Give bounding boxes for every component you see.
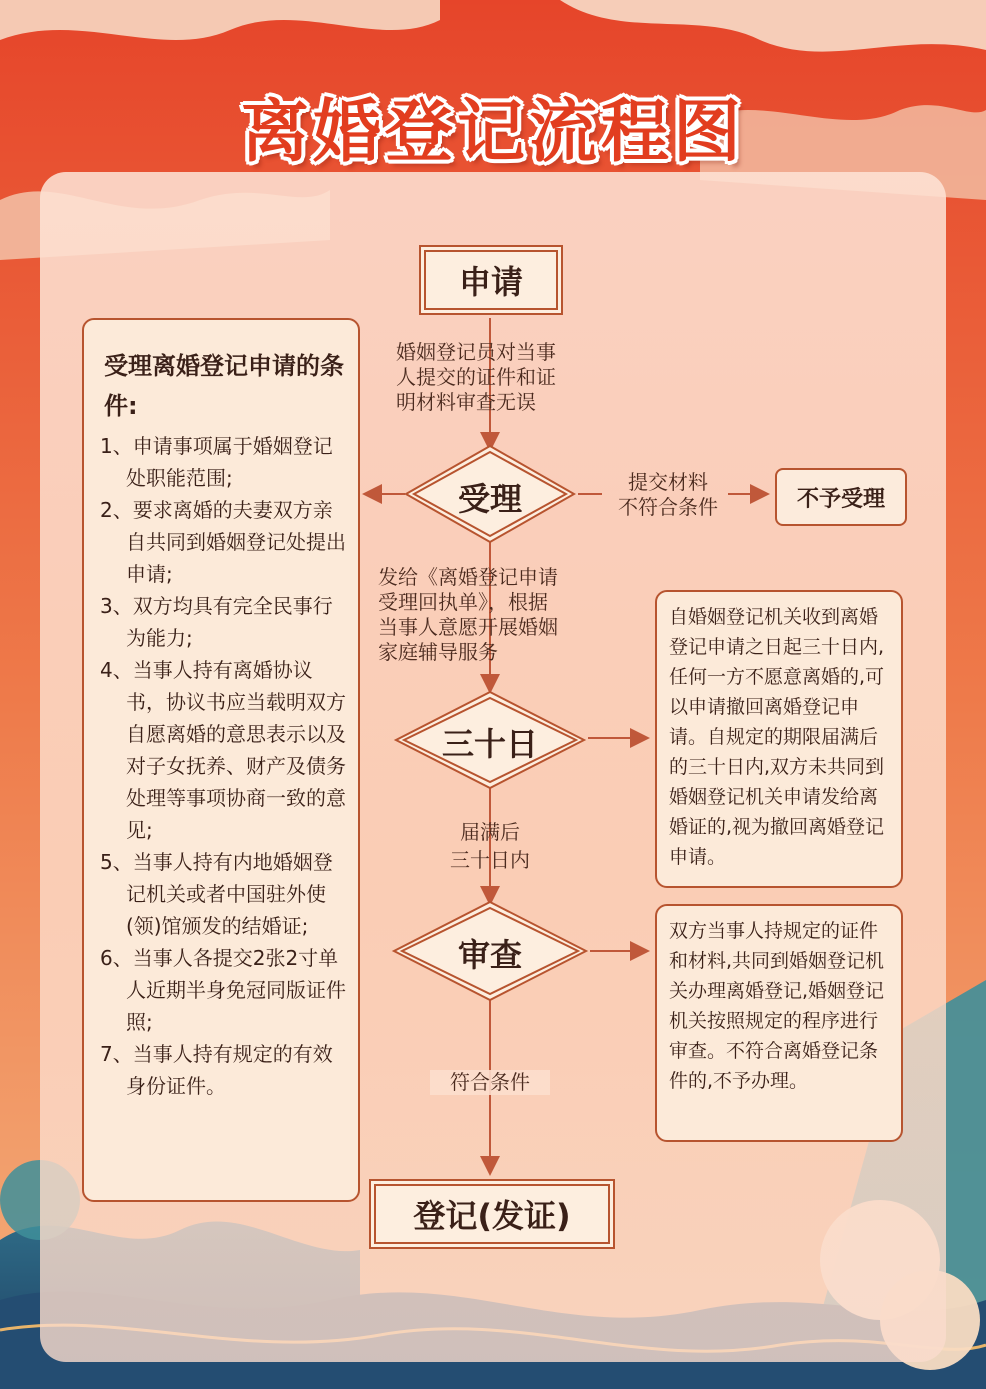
- note-line: 受理回执单》，根据: [378, 590, 548, 614]
- note-line: 婚姻登记员对当事: [396, 340, 556, 364]
- note-line: 不符合条件: [618, 495, 718, 519]
- condition-item: 2、要求离婚的夫妻双方亲自共同到婚姻登记处提出申请;: [100, 498, 346, 586]
- note-accept-reject: [606, 470, 730, 520]
- note-apply-accept: [396, 340, 596, 415]
- note-line: 当事人意愿开展婚姻: [378, 615, 558, 639]
- conditions-box: [82, 318, 360, 1202]
- note-line: 发给《离婚登记申请: [378, 565, 558, 589]
- note-line: 符合条件: [450, 1070, 530, 1094]
- condition-item: 7、当事人持有规定的有效身份证件。: [100, 1042, 333, 1098]
- step-thirty-label: 三十日: [441, 725, 538, 763]
- condition-item: 1、申请事项属于婚姻登记处职能范围;: [100, 434, 333, 490]
- note-line: 提交材料: [628, 470, 708, 494]
- note-line: 人提交的证件和证: [396, 365, 556, 389]
- note-review-register: [430, 1070, 550, 1095]
- condition-item: 5、当事人持有内地婚姻登记机关或者中国驻外使(领)馆颁发的结婚证;: [100, 850, 333, 938]
- condition-item: 4、当事人持有离婚协议书，协议书应当载明双方自愿离婚的意思表示以及对子女抚养、财产及债务处理等事项协商一致的意见;: [100, 658, 346, 842]
- reject-label: 不予受理: [796, 486, 885, 512]
- info-review: [655, 904, 903, 1142]
- condition-item: 6、当事人各提交2张2寸单人近期半身免冠同版证件照;: [100, 946, 346, 1034]
- info-review-text: 双方当事人持规定的证件和材料,共同到婚姻登记机关办理离婚登记,婚姻登记机关按照规定的程序进行审查。不符合离婚登记条件的,不予办理。: [669, 920, 885, 1092]
- note-accept-thirty: [378, 565, 608, 665]
- conditions-title: 受理离婚登记申请的条件:: [104, 352, 344, 420]
- note-line: 届满后: [460, 820, 520, 844]
- step-accept-label: 受理: [457, 480, 522, 518]
- note-thirty-review: [430, 818, 550, 874]
- note-line: 明材料审查无误: [396, 390, 536, 414]
- note-line: 家庭辅导服务: [378, 640, 498, 664]
- note-line: 三十日内: [450, 848, 530, 872]
- step-review-label: 审查: [457, 936, 522, 974]
- condition-item: 3、双方均具有完全民事行为能力;: [100, 594, 333, 650]
- step-apply: [424, 250, 558, 310]
- step-apply-label: 申请: [458, 263, 523, 301]
- step-register: [374, 1184, 610, 1244]
- page-title: 离婚登记流程图: [240, 93, 745, 172]
- info-thirty-days: [655, 590, 903, 888]
- conditions-list: [100, 430, 350, 1102]
- info-thirty-text: 自婚姻登记机关收到离婚登记申请之日起三十日内,任何一方不愿意离婚的,可以申请撤回离婚登记申请。自规定的期限届满后的三十日内,双方未共同到婚姻登记机关申请发给离婚证的,视为撤回离婚登记申请。: [669, 606, 885, 868]
- reject-box: [775, 468, 907, 526]
- step-register-label: 登记(发证): [413, 1197, 571, 1235]
